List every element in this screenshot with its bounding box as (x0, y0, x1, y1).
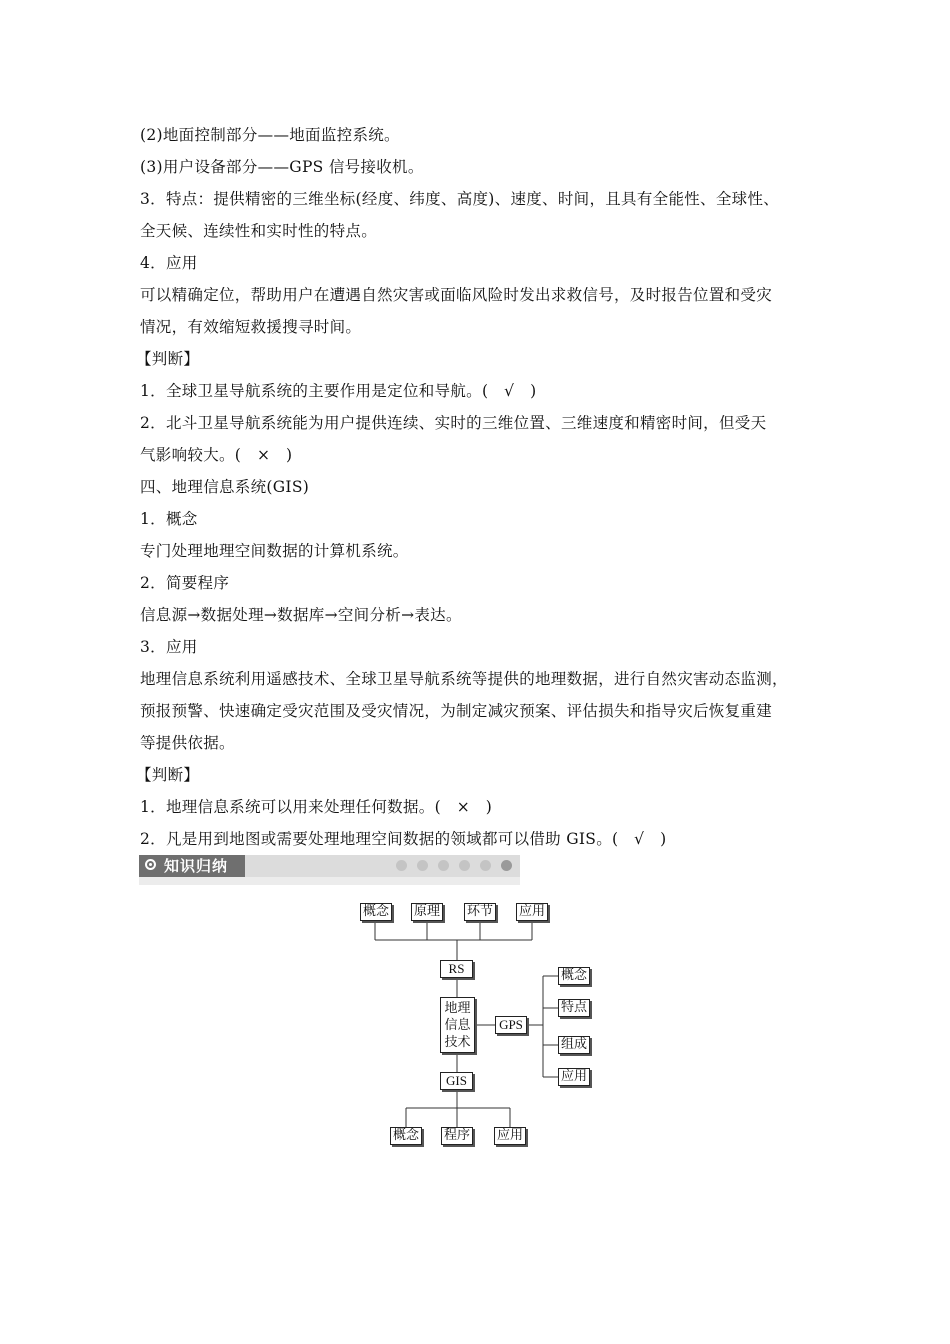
paragraph-line: 信息源→数据处理→数据库→空间分析→表达。 (140, 606, 462, 624)
rs-concept-node: 概念 (360, 903, 392, 921)
gps-application-node: 应用 (558, 1068, 590, 1086)
gis-node: GIS (440, 1072, 473, 1090)
banner-title: 知识归纳 (164, 857, 229, 875)
section-heading: 2．简要程序 (140, 574, 230, 592)
judge-item: 2．北斗卫星导航系统能为用户提供连续、实时的三维位置、三维速度和精密时间，但受天 (140, 414, 767, 432)
geo-info-tech-node (440, 997, 475, 1053)
rs-node: RS (440, 960, 473, 978)
center-line: 技术 (444, 1035, 471, 1050)
gis-concept-node: 概念 (390, 1127, 422, 1145)
gps-composition-node: 组成 (558, 1036, 590, 1054)
judge-heading: 【判断】 (136, 350, 200, 368)
judge-item: 2．凡是用到地图或需要处理地理空间数据的领域都可以借助 GIS。( √ ) (140, 830, 667, 848)
gps-node: GPS (495, 1016, 527, 1034)
center-line: 地理 (444, 1001, 471, 1016)
center-line: 信息 (444, 1018, 471, 1033)
rs-application-node: 应用 (516, 903, 548, 921)
paragraph-line: (3)用户设备部分——GPS 信号接收机。 (140, 158, 424, 176)
paragraph-line: 地理信息系统利用遥感技术、全球卫星导航系统等提供的地理数据，进行自然灾害动态监测， (140, 670, 788, 688)
section-heading: 4．应用 (140, 254, 198, 272)
gps-concept-node: 概念 (558, 967, 590, 985)
judge-heading: 【判断】 (136, 766, 200, 784)
judge-item: 1．全球卫星导航系统的主要作用是定位和导航。( √ ) (140, 382, 537, 400)
paragraph-line: 专门处理地理空间数据的计算机系统。 (140, 542, 409, 560)
judge-item: 气影响较大。( × ) (140, 446, 293, 464)
section-heading: 3．应用 (140, 638, 198, 656)
gis-application-node: 应用 (494, 1127, 526, 1145)
paragraph-line: 3．特点：提供精密的三维坐标(经度、纬度、高度)、速度、时间，且具有全能性、全球性、 (140, 190, 780, 208)
paragraph-line: (2)地面控制部分——地面监控系统。 (140, 126, 400, 144)
paragraph-line: 预报预警、快速确定受灾范围及受灾情况，为制定减灾预案、评估损失和指导灾后恢复重建 (140, 702, 773, 720)
paragraph-line: 可以精确定位，帮助用户在遭遇自然灾害或面临风险时发出求救信号，及时报告位置和受灾 (140, 286, 773, 304)
section-heading: 1．概念 (140, 510, 198, 528)
gps-feature-node: 特点 (558, 999, 590, 1017)
gis-procedure-node: 程序 (441, 1127, 473, 1145)
rs-principle-node: 原理 (411, 903, 443, 921)
rs-process-node: 环节 (464, 903, 496, 921)
paragraph-line: 全天候、连续性和实时性的特点。 (140, 222, 378, 240)
paragraph-line: 情况，有效缩短救援搜寻时间。 (140, 318, 362, 336)
section-heading: 四、地理信息系统(GIS) (140, 478, 310, 496)
judge-item: 1．地理信息系统可以用来处理任何数据。( × ) (140, 798, 493, 816)
paragraph-line: 等提供依据。 (140, 734, 235, 752)
